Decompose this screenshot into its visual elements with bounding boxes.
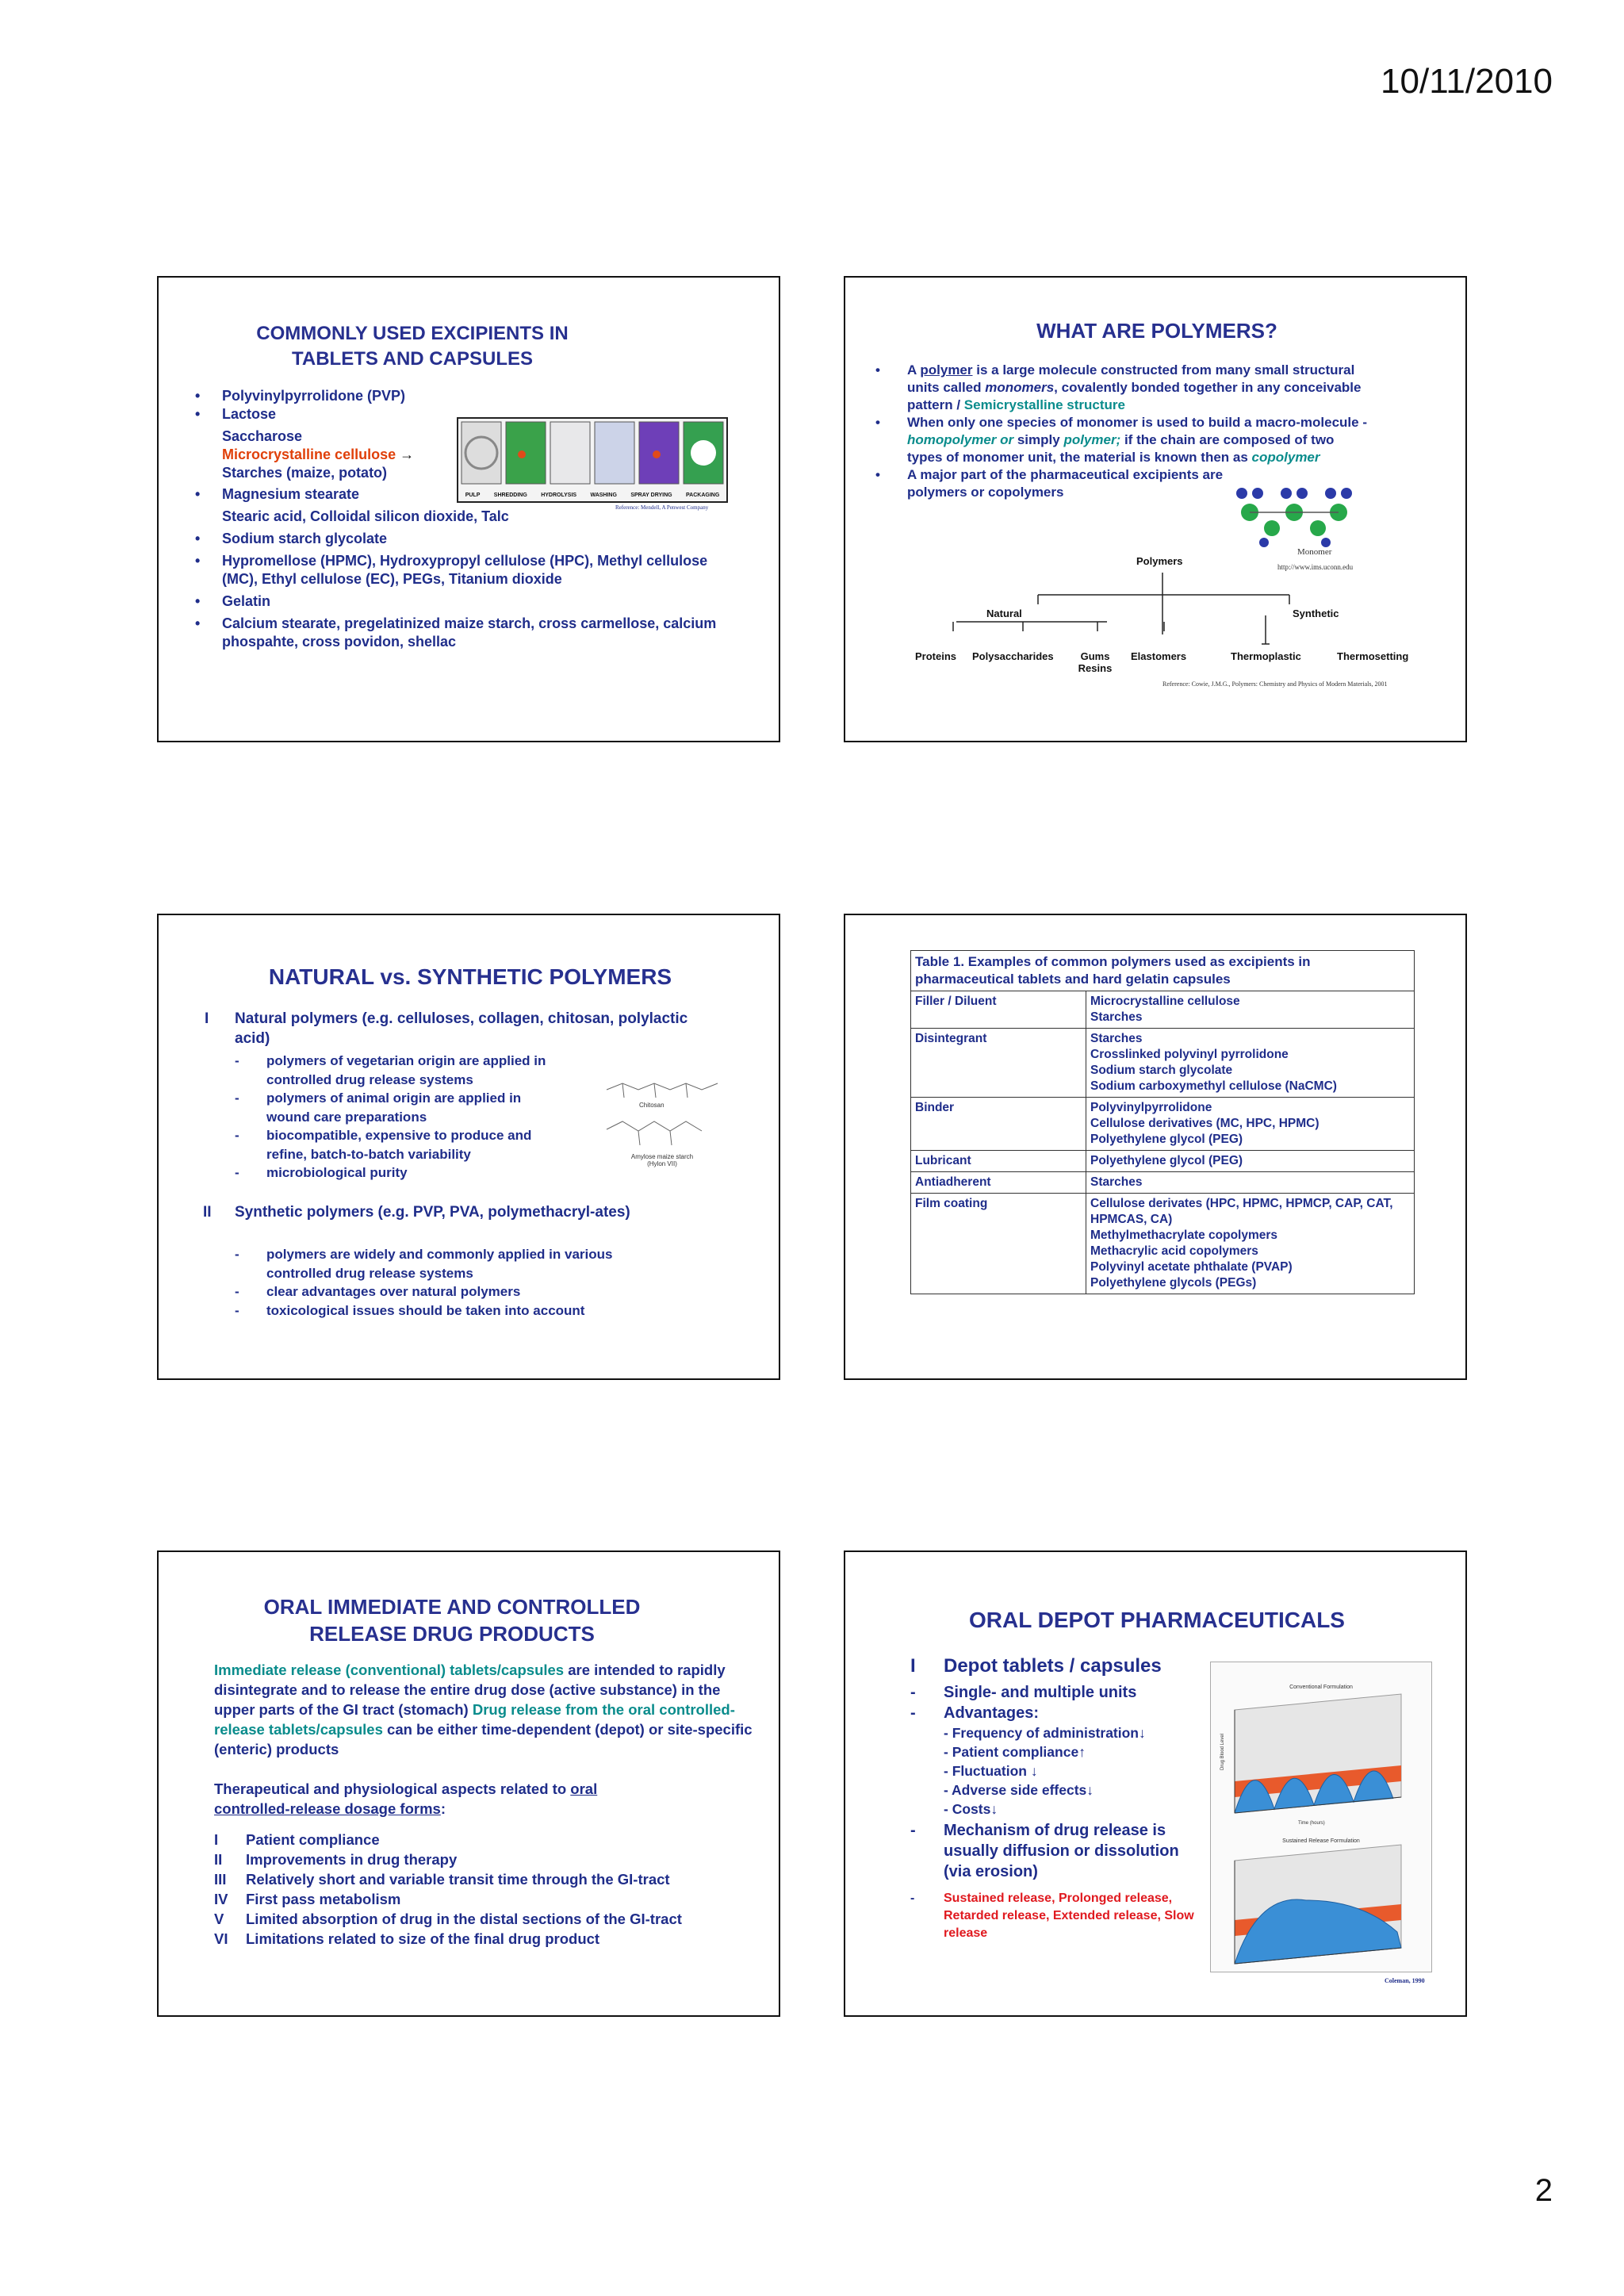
list-item: VI Limitations related to size of the final drug product <box>214 1930 600 1947</box>
table-cell: Cellulose derivates (HPC, HPMC, HPMCP, CAP, CAT, HPMCAS, CA) Methylmethacrylate copolymers Methacrylic acid copolymers Polyvinyl acetate phthalate (PVAP) Polyethylene glycols (PEGs) <box>1086 1194 1415 1294</box>
table-cell: Lubricant <box>911 1151 1086 1172</box>
list-item: III Relatively short and variable transit time through the GI-tract <box>214 1871 670 1888</box>
natural-section: I Natural polymers (e.g. celluloses, collagen, chitosan, polylactic acid) <box>235 1009 726 1048</box>
table-row <box>911 1151 1415 1172</box>
advantage-item: - Fluctuation ↓ <box>944 1763 1038 1779</box>
list-item-stearic: Stearic acid, Colloidal silicon dioxide, Talc <box>222 508 509 524</box>
list-item: - microbiological purity <box>235 1165 408 1180</box>
process-illustration <box>458 419 726 489</box>
slide2-title: WHAT ARE POLYMERS? <box>1036 319 1277 343</box>
polymer-reference: Reference: Cowie, J.M.G., Polymers: Chemistry and Physics of Modern Materials, 2001 <box>1162 680 1388 688</box>
table-cell: Polyethylene glycol (PEG) <box>1086 1151 1415 1172</box>
table-cell: Filler / Diluent <box>911 991 1086 1029</box>
table-row <box>911 991 1415 1029</box>
slide-natural-synthetic <box>157 914 780 1380</box>
list-item: • Magnesium stearate <box>195 486 360 502</box>
arrow-down-icon: ↓ <box>1030 1763 1038 1779</box>
list-item: IV First pass metabolism <box>214 1891 401 1907</box>
arrow-down-icon: ↓ <box>990 1801 998 1817</box>
advantage-item: - Patient compliance↑ <box>944 1744 1086 1760</box>
depot-details <box>910 1682 1196 1942</box>
list-item: - Mechanism of drug release is usually diffusion or dissolution (via erosion) <box>910 1822 1179 1880</box>
table-cell: Binder <box>911 1098 1086 1151</box>
list-item: • Hypromellose (HPMC), Hydroxypropyl cellulose (HPC), Methyl cellulose (MC), Ethyl cellulose (EC), PEGs, Titanium dioxide <box>195 553 708 587</box>
arrow-down-icon: ↓ <box>1139 1725 1146 1741</box>
list-item: - toxicological issues should be taken into account <box>235 1302 585 1318</box>
list-item-mcc: Microcrystalline cellulose → <box>222 447 415 462</box>
depot-heading: I Depot tablets / capsules <box>910 1655 1162 1677</box>
list-item: V Limited absorption of drug in the distal sections of the GI-tract <box>214 1911 682 1927</box>
conventional-label: Conventional Formulation <box>1289 1685 1353 1690</box>
list-item-starches: Starches (maize, potato) <box>222 465 388 481</box>
list-item: • Lactose <box>195 406 277 422</box>
mcc-process-image <box>457 417 728 503</box>
advantage-item: - Frequency of administration↓ <box>944 1725 1146 1741</box>
tree-root: Polymers <box>1136 555 1183 567</box>
table-cell: Microcrystalline cellulose Starches <box>1086 991 1415 1029</box>
slide-polymers <box>844 276 1467 742</box>
synthetic-heading: Synthetic polymers (e.g. PVP, PVA, polymethacryl-ates) <box>235 1204 630 1221</box>
process-steps: PULP SHREDDING HYDROLYSIS WASHING SPRAY DRYING PACKAGING <box>465 493 720 498</box>
table-row <box>911 1172 1415 1194</box>
definition-3: • A major part of the pharmaceutical excipients are polymers or copolymers <box>875 467 1224 500</box>
list-item: - polymers of vegetarian origin are applied in controlled drug release systems <box>235 1053 546 1087</box>
slide-excipients <box>157 276 780 742</box>
list-item: - polymers of animal origin are applied in wound care preparations <box>235 1091 522 1125</box>
list-item: I Patient compliance <box>214 1831 380 1848</box>
polymer-definitions <box>875 362 1367 501</box>
release-profile-svg <box>1211 1662 1431 1972</box>
definition-1: • A polymer is a large molecule constructed from many small structural units called monomers, covalently bonded together in any conceivable pattern / Semicrystalline structure <box>875 362 1362 412</box>
definition-2: • When only one species of monomer is used to build a macro-molecule - homopolymer or simply polymer; if the chain are composed of two types of monomer unit, the material is known then as copolymer <box>875 415 1367 465</box>
advantage-item: - Adverse side effects↓ <box>944 1782 1094 1798</box>
natural-heading: Natural polymers (e.g. celluloses, collagen, chitosan, polylactic acid) <box>235 1010 688 1047</box>
list-item: - clear advantages over natural polymers <box>235 1284 521 1299</box>
figure-reference: Coleman, 1990 <box>1385 1977 1425 1984</box>
tree-natural: Natural <box>986 608 1022 619</box>
release-paragraph: Immediate release (conventional) tablets/capsules are intended to rapidly disintegrate and to release the entire drug dose (active substance) in the upper parts of the GI tract (stomach) Drug release from the oral controlled-release tablets/capsules can be either time-dependent (depot) or site-specific (enteric) products <box>214 1662 753 1757</box>
table-row <box>911 1194 1415 1294</box>
list-item: - Single- and multiple units <box>910 1684 1137 1701</box>
x-axis-label: Time (hours) <box>1298 1821 1325 1826</box>
list-item: - biocompatible, expensive to produce and refine, batch-to-batch variability <box>235 1128 532 1162</box>
slide-oral-release <box>157 1550 780 2017</box>
sustained-label: Sustained Release Formulation <box>1282 1838 1360 1844</box>
slide-excipient-table <box>844 914 1467 1380</box>
page-date: 10/11/2010 <box>1381 62 1553 101</box>
natural-items <box>235 1052 568 1182</box>
page-number: 2 <box>1534 2173 1553 2208</box>
table-cell: Film coating <box>911 1194 1086 1294</box>
tree-gums-resins: Gums Resins <box>1078 650 1113 674</box>
tree-proteins: Proteins <box>915 650 957 662</box>
table-row <box>911 1029 1415 1098</box>
tree-thermosetting: Thermosetting <box>1337 650 1409 662</box>
release-terms: - Sustained release, Prolonged release, Retarded release, Extended release, Slow release <box>910 1892 1194 1940</box>
aspects-list <box>214 1830 761 1949</box>
arrow-down-icon: ↓ <box>1086 1782 1094 1798</box>
list-item: • Gelatin <box>195 593 271 609</box>
list-item-saccharose: Saccharose <box>222 428 303 444</box>
list-item: • Calcium stearate, pregelatinized maize starch, cross carmellose, calcium phospahte, cross povidon, shellac <box>195 615 717 650</box>
table-cell: Starches <box>1086 1172 1415 1194</box>
table-cell: Disintegrant <box>911 1029 1086 1098</box>
synthetic-section: II Synthetic polymers (e.g. PVP, PVA, polymethacryl-ates) <box>235 1202 726 1222</box>
conventional-profile <box>1235 1694 1401 1813</box>
list-item: • Sodium starch glycolate <box>195 531 388 546</box>
chitosan-label: Chitosan <box>639 1102 665 1109</box>
slide-depot <box>844 1550 1467 2017</box>
tree-lines <box>845 555 1467 698</box>
tree-synthetic: Synthetic <box>1293 608 1339 619</box>
polymer-classification-tree <box>845 555 1467 698</box>
table-caption-row <box>911 951 1415 991</box>
slide3-title: NATURAL vs. SYNTHETIC POLYMERS <box>268 964 672 989</box>
tree-thermoplastic: Thermoplastic <box>1231 650 1301 662</box>
table-cell: Antiadherent <box>911 1172 1086 1194</box>
image-reference: Reference: Mendell, A Penwest Company <box>615 504 709 511</box>
table-cell: Starches Crosslinked polyvinyl pyrrolidone Sodium starch glycolate Sodium carboxymethyl cellulose (NaCMC) <box>1086 1029 1415 1098</box>
table-caption: Table 1. Examples of common polymers used as excipients in pharmaceutical tablets and hard gelatin capsules <box>911 951 1415 991</box>
slide5-title: ORAL IMMEDIATE AND CONTROLLED RELEASE DRUG PRODUCTS <box>263 1595 641 1646</box>
monomer-label: Monomer <box>1297 547 1332 557</box>
list-item: II Improvements in drug therapy <box>214 1851 458 1868</box>
tree-elastomers: Elastomers <box>1131 650 1187 662</box>
y-axis-label: Drug Blood Level <box>1220 1733 1226 1771</box>
synthetic-items <box>235 1245 710 1320</box>
advantage-item: - Costs↓ <box>944 1801 998 1817</box>
list-item: - Advantages: <box>910 1704 1040 1722</box>
amylose-label: Amylose maize starch (Hylon VII) <box>630 1153 694 1167</box>
table-row <box>911 1098 1415 1151</box>
excipient-table <box>910 950 1415 1294</box>
advantages-list <box>910 1723 1196 1819</box>
aspects-heading: Therapeutical and physiological aspects related to oral controlled-release dosage forms: <box>214 1780 598 1817</box>
release-profile-figure <box>1210 1662 1432 1972</box>
sustained-profile <box>1235 1845 1401 1964</box>
monomer-url: http://www.ims.uconn.edu <box>1277 563 1354 571</box>
monomer-illustration <box>1226 485 1385 549</box>
table-cell: Polyvinylpyrrolidone Cellulose derivatives (MC, HPC, HPMC) Polyethylene glycol (PEG) <box>1086 1098 1415 1151</box>
list-item: - polymers are widely and commonly applied in various controlled drug release systems <box>235 1247 613 1281</box>
slide6-title: ORAL DEPOT PHARMACEUTICALS <box>969 1608 1345 1632</box>
tree-polysaccharides: Polysaccharides <box>972 650 1054 662</box>
arrow-up-icon: ↑ <box>1078 1744 1086 1760</box>
slide1-title: COMMONLY USED EXCIPIENTS IN TABLETS AND CAPSULES <box>256 323 569 370</box>
list-item: • Polyvinylpyrrolidone (PVP) <box>195 388 406 404</box>
